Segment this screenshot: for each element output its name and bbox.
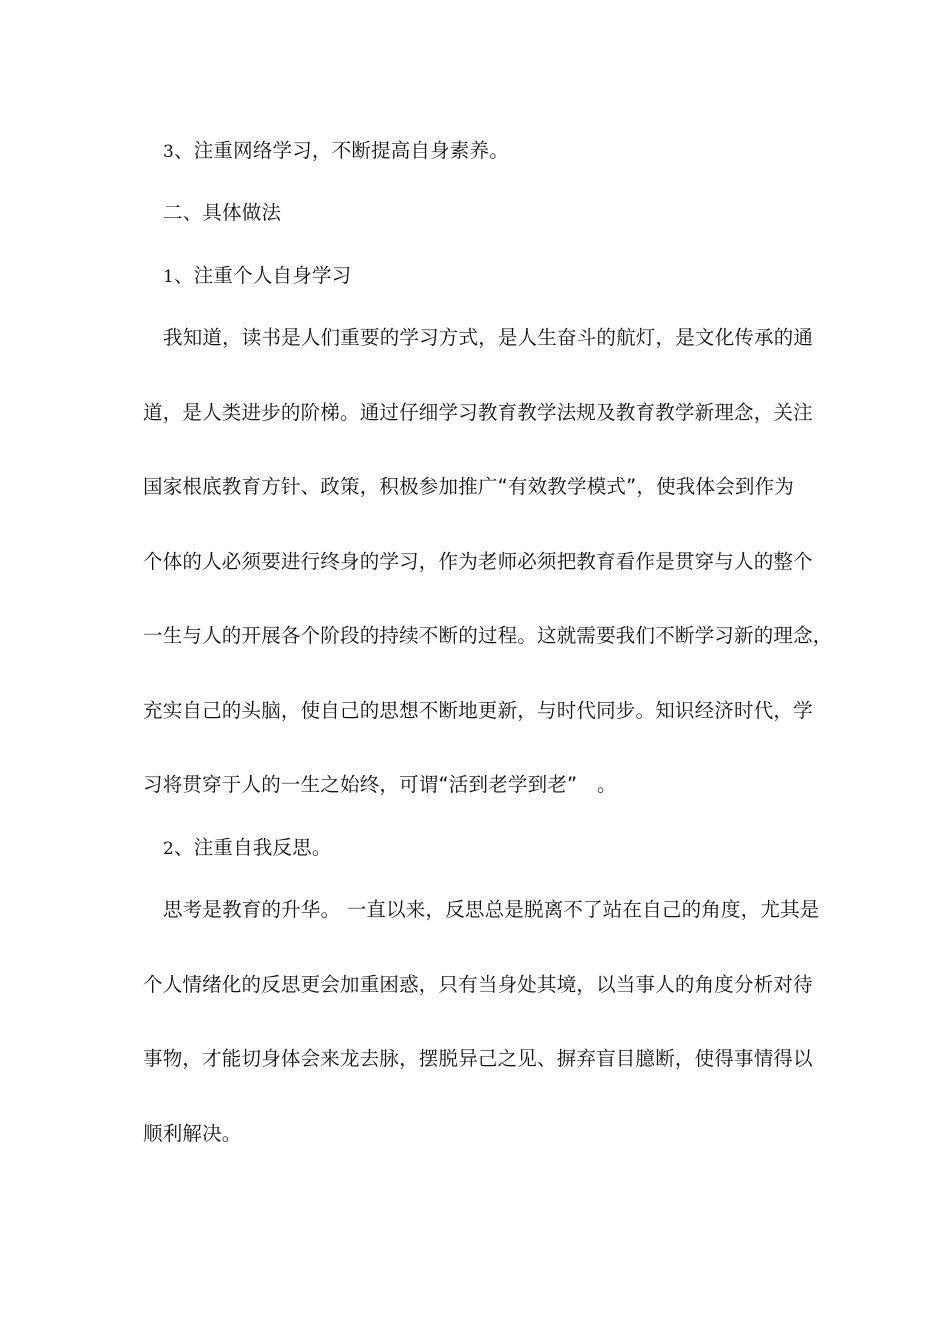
paragraph-line: [163, 324, 833, 352]
paragraph-line-text: 习将贯穿于人的一生之始终，可谓“活到老学到老” 。: [143, 773, 617, 796]
subsection-2-heading: [163, 834, 833, 863]
item-text: 、注重个人自身学习: [174, 264, 352, 287]
paragraph-line-text: 充实自己的头脑，使自己的思想不断地更新，与时代同步。知识经济时代，学: [143, 699, 813, 722]
paragraph-line: [143, 971, 813, 999]
paragraph-line-text: 思考是教育的升华。 一直以来，反思总是脱离不了站在自己的角度，尤其是: [163, 898, 820, 921]
paragraph-line-text: 道，是人类进步的阶梯。通过仔细学习教育教学法规及教育教学新理念，关注: [143, 401, 813, 424]
paragraph-line-text: 个体的人必须要进行终身的学习，作为老师必须把教育看作是贯穿与人的整个: [143, 550, 813, 573]
paragraph-line: [143, 771, 813, 799]
item-text: 、注重自我反思。: [174, 836, 332, 859]
paragraph-line: [143, 622, 833, 650]
paragraph-line-text: 事物，才能切身体会来龙去脉，摆脱异己之见、摒弃盲目臆断，使得事情得以: [143, 1047, 813, 1070]
paragraph-line-text: 顺利解决。: [143, 1122, 242, 1145]
item-number: 3: [163, 142, 175, 162]
item-text: 、注重网络学习，不断提高自身素养。: [174, 139, 509, 162]
paragraph-line: [143, 548, 813, 576]
section-heading-text: 二、具体做法: [163, 201, 282, 224]
paragraph-line-text: 个人情绪化的反思更会加重困惑，只有当身处其境，以当事人的角度分析对待: [143, 973, 813, 996]
paragraph-line: [143, 399, 813, 427]
paragraph-line: [143, 697, 813, 725]
paragraph-line-text: 我知道，读书是人们重要的学习方式，是人生奋斗的航灯，是文化传承的通: [163, 326, 814, 349]
paragraph-line: [143, 1045, 813, 1073]
paragraph-line-text: 国家根底教育方针、政策，积极参加推广“有效教学模式”，使我体会到作为: [143, 475, 795, 498]
subsection-1-heading: [163, 262, 833, 291]
paragraph-line-text: 一生与人的开展各个阶段的持续不断的过程。这就需要我们不断学习新的理念，: [143, 624, 833, 647]
item-number: 2: [163, 839, 175, 859]
section-heading: [163, 199, 833, 227]
paragraph-line: [143, 1120, 813, 1148]
paragraph-line: [143, 473, 813, 501]
paragraph-line: [163, 896, 833, 924]
item-number: 1: [163, 267, 175, 287]
list-item-3-heading: [163, 137, 833, 166]
